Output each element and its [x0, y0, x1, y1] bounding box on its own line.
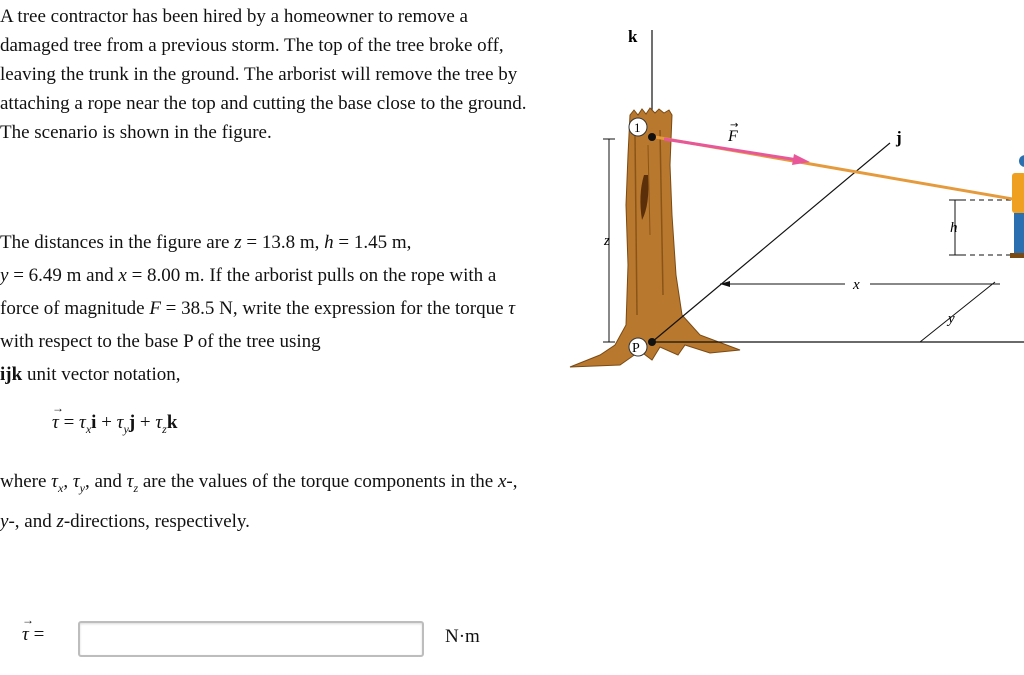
point-1-label: 1	[634, 120, 641, 135]
torque-equation: → $\tau = \tau_xi + \tau_yj + \tau_zk$	[52, 412, 177, 437]
answer-label: → τ =	[22, 624, 44, 646]
y-dimension	[920, 282, 995, 342]
k-axis-label: k	[628, 27, 638, 46]
h-label: h	[950, 220, 958, 236]
unit-label: N·m	[445, 626, 480, 647]
problem-intro: A tree contractor has been hired by a homeowner to remove a damaged tree from a previous storm. The top of the tree broke off, leaving the trunk in the ground. The arborist will remove the tree by attaching a rope near the top and cutting the base close to the ground. The scenario is shown in the figure.	[0, 6, 527, 143]
problem-distances: The distances in the figure are z = 13.8 m, h = 1.45 m, y = 6.49 m and x = 8.00 m. If the arborist pulls on the rope with a force of magnitude F = 38.5 N, write the expression for the torque τ with respect to the base P of the tree using ijk unit vector notation,	[0, 232, 516, 385]
torque-answer-input[interactable]	[78, 621, 424, 657]
z-label: z	[604, 233, 610, 249]
components-description: where $\tau_x$, $\tau_y$, and $\tau_z$ are the values of the torque components in the x-, y-, and z-directions, respectively.	[0, 471, 518, 532]
base-P-label: P	[632, 341, 640, 356]
tree-figure	[560, 15, 1024, 375]
j-axis-label: j	[896, 128, 902, 147]
svg-text:→: →	[730, 120, 739, 131]
arborist-figure	[1010, 155, 1024, 258]
force-label: F	[728, 128, 738, 145]
y-label: y	[948, 311, 955, 327]
x-label: x	[853, 277, 860, 293]
